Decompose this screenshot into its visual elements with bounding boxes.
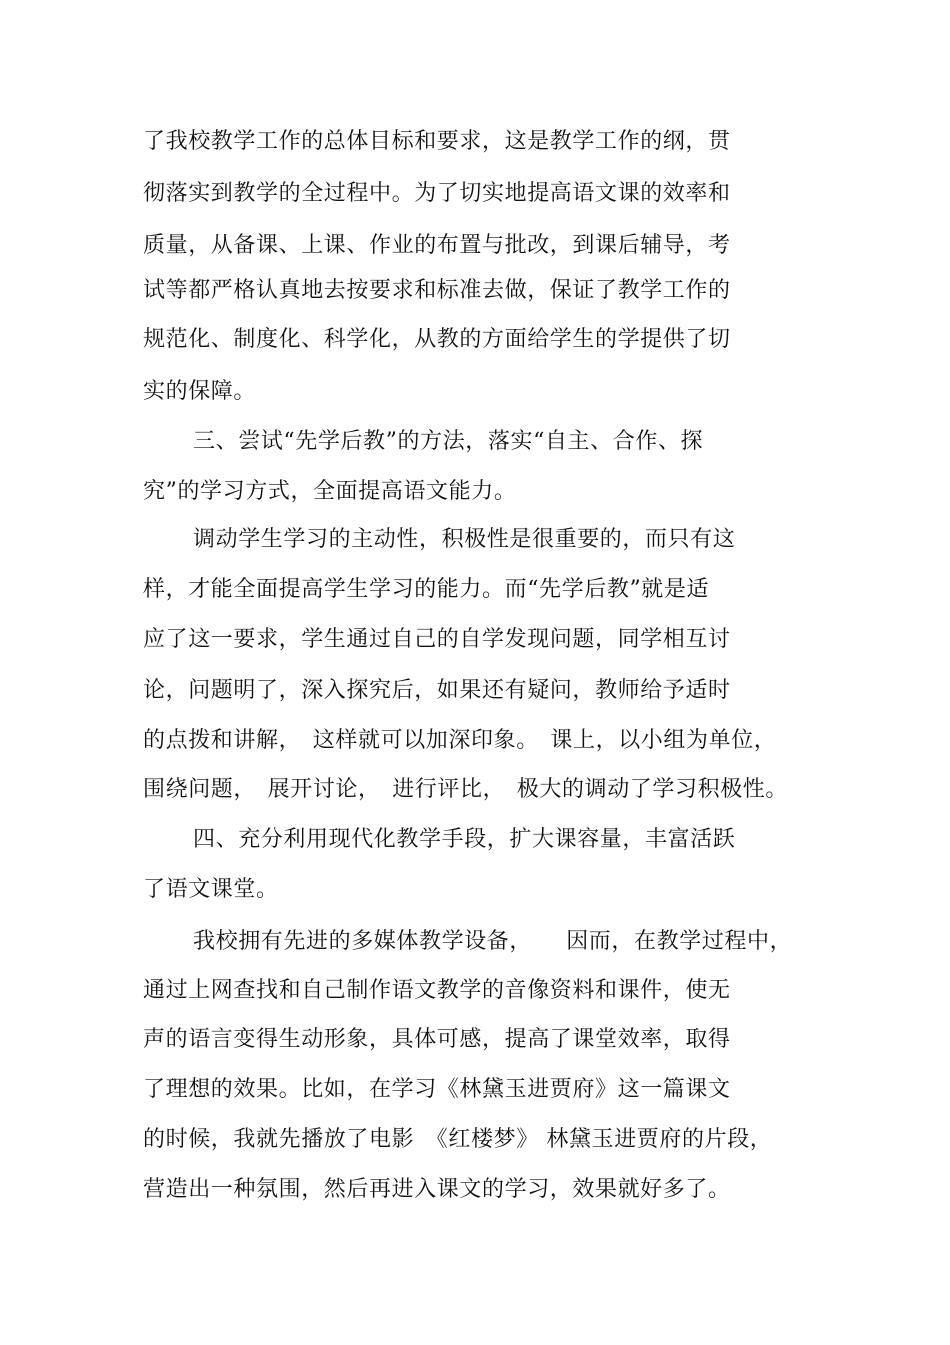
text-line: 声的语言变得生动形象，具体可感，提高了课堂效率，取得	[143, 1027, 731, 1052]
text-line: 质量，从备课、上课、作业的布置与批改，到课后辅导，考	[143, 233, 731, 258]
text-line: 实的保障。	[143, 379, 257, 404]
text-line: 论，问题明了，深入探究后，如果还有疑问，教师给予适时	[143, 678, 731, 703]
paragraph-start: 调动学生学习的主动性，积极性是很重要的，而只有这	[193, 527, 736, 552]
text-line: 样，才能全面提高学生学习的能力。而“先学后教”就是适	[143, 577, 710, 602]
text-line: 通过上网查找和自己制作语文教学的音像资料和课件，使无	[143, 978, 731, 1003]
text-line: 围绕问题， 展开讨论， 进行评比， 极大的调动了学习积极性。	[143, 777, 789, 802]
section-heading-4-cont: 了语文课堂。	[143, 877, 279, 902]
text-line: 规范化、制度化、科学化，从教的方面给学生的学提供了切	[143, 327, 731, 352]
text-line: 的时候，我就先播放了电影 《红楼梦》 林黛玉进贾府的片段，	[143, 1127, 773, 1152]
text-line: 彻落实到教学的全过程中。为了切实地提高语文课的效率和	[143, 181, 731, 206]
text-line: 了我校教学工作的总体目标和要求，这是教学工作的纲，贯	[143, 129, 731, 154]
section-heading-3: 三、尝试“先学后教”的方法，落实“自主、合作、探	[193, 429, 704, 454]
text-line: 了理想的效果。比如，在学习《林黛玉进贾府》这一篇课文	[143, 1077, 731, 1102]
paragraph-start: 我校拥有先进的多媒体教学设备， 因而，在教学过程中，	[193, 929, 793, 954]
text-line: 的点拨和讲解， 这样就可以加深印象。 课上，以小组为单位，	[143, 728, 777, 753]
text-line: 营造出一种氛围，然后再进入课文的学习，效果就好多了。	[143, 1177, 731, 1202]
section-heading-3-cont: 究”的学习方式，全面提高语文能力。	[143, 479, 517, 504]
section-heading-4: 四、充分利用现代化教学手段，扩大课容量，丰富活跃	[193, 827, 736, 852]
text-line: 应了这一要求，学生通过自己的自学发现问题，同学相互讨	[143, 627, 731, 652]
text-line: 试等都严格认真地去按要求和标准去做，保证了教学工作的	[143, 278, 731, 303]
